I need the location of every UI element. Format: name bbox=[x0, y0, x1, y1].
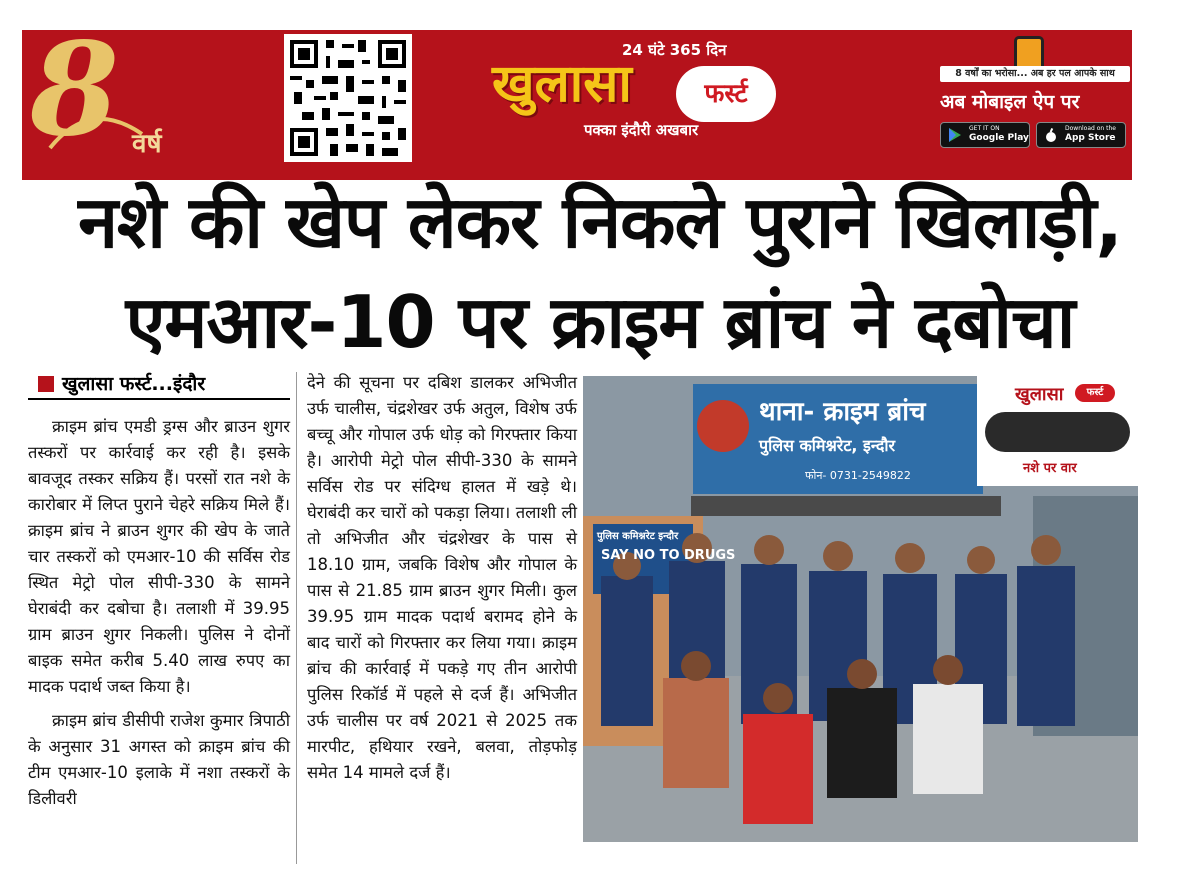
masthead bbox=[22, 15, 1132, 180]
drug-items-icon bbox=[985, 412, 1130, 452]
app-store-label: App Store bbox=[1065, 133, 1116, 143]
apple-icon bbox=[1043, 127, 1059, 143]
article-column-2 bbox=[307, 370, 577, 786]
article-paragraph-1: क्राइम ब्रांच एमडी ड्रग्स और ब्राउन शुगर तस्करों पर कार्रवाई कर रही है। इसके बावजूद तस्कर सक्रिय हैं। परसों रात नशे के कारोबार में लिप्त पुराने चेहरे सक्रिय मिले हैं। क्राइम ब्रांच ने ब्राउन शुगर की खेप के जाते चार तस्करों को एमआर-10 की सर्विस रोड स्थित मेट्रो पोल सीपी-330 के सामने घेराबंदी कर दबोचा है। तलाशी में 39.95 ग्राम ब्राउन शुगर निकली। पुलिस ने दोनों बाइक समेत करीब 5.40 लाख रुपए का मादक पदार्थ जब्त किया है। bbox=[28, 417, 290, 696]
headline-line-2: एमआर-10 पर क्राइम ब्रांच ने दबोचा bbox=[125, 280, 1075, 364]
qr-code-icon bbox=[286, 36, 410, 160]
anniversary-number: 8 bbox=[30, 15, 120, 165]
headline-line-1: नशे की खेप लेकर निकले पुराने खिलाड़ी, bbox=[78, 180, 1122, 264]
mobile-app-promo bbox=[922, 36, 1122, 146]
station-sign-phone: फोन- 0731-2549822 bbox=[805, 469, 911, 482]
side-board-text: SAY NO TO DRUGS bbox=[601, 548, 736, 563]
byline bbox=[28, 370, 290, 396]
byline-text: खुलासा फर्स्ट...इंदौर bbox=[62, 373, 206, 395]
app-store-button[interactable] bbox=[1036, 122, 1126, 148]
app-store-small: Download on the bbox=[1065, 125, 1116, 132]
anniversary-word: वर्ष bbox=[132, 129, 162, 159]
google-play-label: Google Play bbox=[969, 133, 1029, 143]
column-divider bbox=[296, 372, 297, 864]
byline-marker-icon bbox=[38, 376, 54, 392]
article-column-1 bbox=[28, 414, 290, 812]
mobile-app-text: अब मोबाइल ऐप पर bbox=[940, 91, 1080, 113]
brand-suffix: फर्स्ट bbox=[676, 66, 776, 122]
byline-rule bbox=[28, 398, 290, 400]
corner-campaign: नशे पर वार bbox=[1023, 461, 1077, 476]
brand-corner-badge bbox=[977, 376, 1138, 486]
side-board-title: पुलिस कमिश्नरेट इन्दौर bbox=[597, 531, 679, 542]
article-paragraph-2: क्राइम ब्रांच डीसीपी राजेश कुमार त्रिपाठी के अनुसार 31 अगस्त को क्राइम ब्रांच की टीम एमआर-10 इलाके में नशा तस्करों के डिलीवरी bbox=[28, 711, 290, 808]
newspaper-logo bbox=[492, 36, 812, 146]
google-play-small: GET IT ON bbox=[969, 125, 1000, 132]
station-sign-title: थाना- क्राइम ब्रांच bbox=[759, 397, 926, 427]
qr-code[interactable] bbox=[284, 34, 412, 162]
station-sign-subtitle: पुलिस कमिश्नरेट, इन्दौर bbox=[759, 436, 896, 455]
news-photo bbox=[583, 376, 1138, 842]
corner-brand-suffix: फर्स्ट bbox=[1075, 384, 1115, 402]
article-paragraph-3: देने की सूचना पर दबिश डालकर अभिजीत उर्फ चालीस, चंद्रशेखर उर्फ अतुल, विशेष उर्फ बच्चू और गोपाल उर्फ धोड़ को गिरफ्तार किया है। आरोपी मेट्रो पोल सीपी-330 के सामने सर्विस रोड पर संदिग्ध हालत में खड़े थे। घेराबंदी कर चारों को पकड़ा लिया। तलाशी ली तो अभिजीत और चंद्रशेखर के पास से 18.10 ग्राम, जबकि विशेष और गोपाल के पास से 21.85 ग्राम ब्राउन शुगर मिली। कुल 39.95 ग्राम मादक पदार्थ बरामद होने के बाद चारों को गिरफ्तार कर लिया गया। क्राइम ब्रांच की कार्रवाई में पकड़े गए तीन आरोपी पुलिस रिकॉर्ड में पहले से दर्ज हैं। अभिजीत उर्फ चालीस पर वर्ष 2021 से 2025 तक मारपीट, हथियार रखने, बलवा, तोड़फोड़ समेत 14 मामले दर्ज हैं। bbox=[307, 373, 577, 782]
corner-brand: खुलासा bbox=[1015, 384, 1064, 405]
brand-tagline: 24 घंटे 365 दिन bbox=[622, 41, 727, 59]
police-emblem-icon bbox=[697, 400, 749, 452]
anniversary-emblem bbox=[30, 15, 162, 172]
google-play-icon bbox=[947, 127, 963, 143]
brand-name: खुलासा bbox=[492, 54, 632, 114]
google-play-button[interactable] bbox=[940, 122, 1030, 148]
promo-strip: 8 वर्षों का भरोसा... अब हर पल आपके साथ bbox=[940, 66, 1130, 82]
brand-subtitle: पक्का इंदौरी अखबार bbox=[584, 121, 699, 139]
